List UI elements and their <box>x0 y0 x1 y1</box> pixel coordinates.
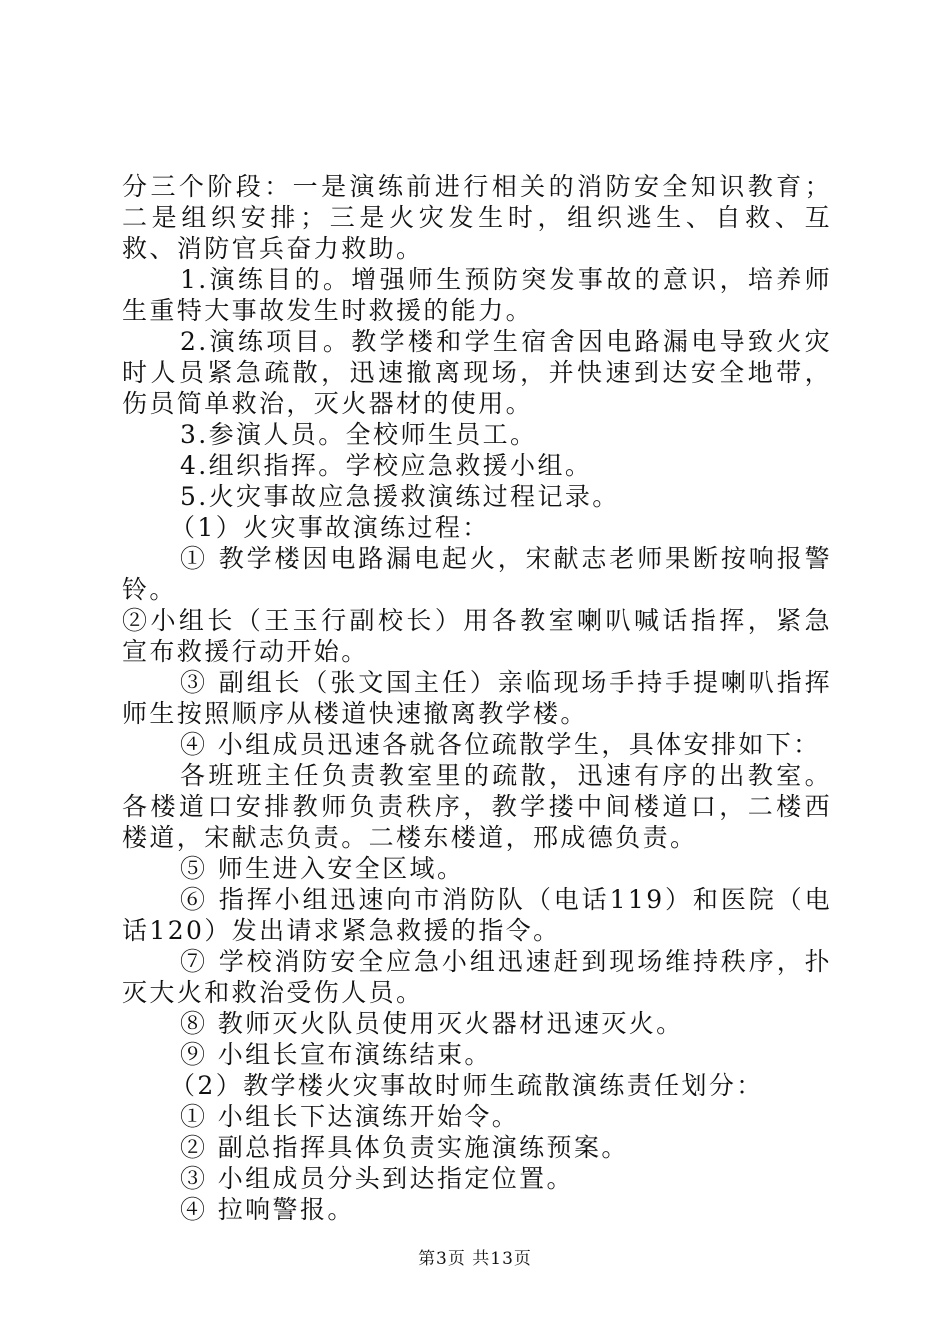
paragraph-step-3: ③ 副组长（张文国主任）亲临现场手持手提喇叭指挥师生按照顺序从楼道快速撤离教学楼。 <box>122 668 832 728</box>
paragraph-step-8: ⑧ 教师灭火队员使用灭火器材迅速灭火。 <box>180 1009 684 1038</box>
paragraph-record-heading: 5.火灾事故应急援救演练过程记录。 <box>180 482 620 511</box>
paragraph-step-9: ⑨ 小组长宣布演练结束。 <box>180 1040 492 1069</box>
paragraph-step-4: ④ 小组成员迅速各就各位疏散学生，具体安排如下： <box>180 730 821 759</box>
paragraph-resp-3: ③ 小组成员分头到达指定位置。 <box>180 1164 574 1193</box>
paragraph-step-7: ⑦ 学校消防安全应急小组迅速赶到现场维持秩序，扑灭大火和救治受伤人员。 <box>122 947 832 1007</box>
paragraph-drill-purpose: 1.演练目的。增强师生预防突发事故的意识，培养师生重特大事故发生时救援的能力。 <box>122 265 832 325</box>
paragraph-step-1: ① 教学楼因电路漏电起火，宋献志老师果断按响报警铃。 <box>122 544 832 604</box>
paragraph-resp-1: ① 小组长下达演练开始令。 <box>180 1102 520 1131</box>
paragraph-step-5: ⑤ 师生进入安全区域。 <box>180 854 465 883</box>
paragraph-command: 4.组织指挥。学校应急救援小组。 <box>180 451 593 480</box>
paragraph-step-2: ②小组长（王玉行副校长）用各教室喇叭喊话指挥，紧急宣布救援行动开始。 <box>122 606 832 666</box>
document-body <box>122 171 832 1225</box>
paragraph-arrangement: 各班班主任负责教室里的疏散，迅速有序的出教室。各楼道口安排教师负责秩序，教学搂中间楼道口，二楼西楼道，宋献志负责。二楼东楼道，邢成德负责。 <box>122 761 832 852</box>
paragraph-responsibility-heading: （2）教学楼火灾事故时师生疏散演练责任划分： <box>170 1071 764 1100</box>
paragraph-step-6: ⑥ 指挥小组迅速向市消防队（电话119）和医院（电话120）发出请求紧急救援的指令。 <box>122 885 832 945</box>
page-number-footer: 第3页 共13页 <box>418 1249 532 1269</box>
paragraph-resp-4: ④ 拉响警报。 <box>180 1195 355 1224</box>
paragraph-process-heading: （1）火灾事故演练过程： <box>170 513 490 542</box>
paragraph-drill-items: 2.演练项目。教学楼和学生宿舍因电路漏电导致火灾时人员紧急疏散，迅速撤离现场，并快速到达安全地带，伤员简单救治，灭火器材的使用。 <box>122 327 832 418</box>
paragraph-participants: 3.参演人员。全校师生员工。 <box>180 420 538 449</box>
paragraph-resp-2: ② 副总指挥具体负责实施演练预案。 <box>180 1133 629 1162</box>
paragraph-intro: 分三个阶段：一是演练前进行相关的消防安全知识教育；二是组织安排；三是火灾发生时，组织逃生、自救、互救、消防官兵奋力救助。 <box>122 172 832 263</box>
